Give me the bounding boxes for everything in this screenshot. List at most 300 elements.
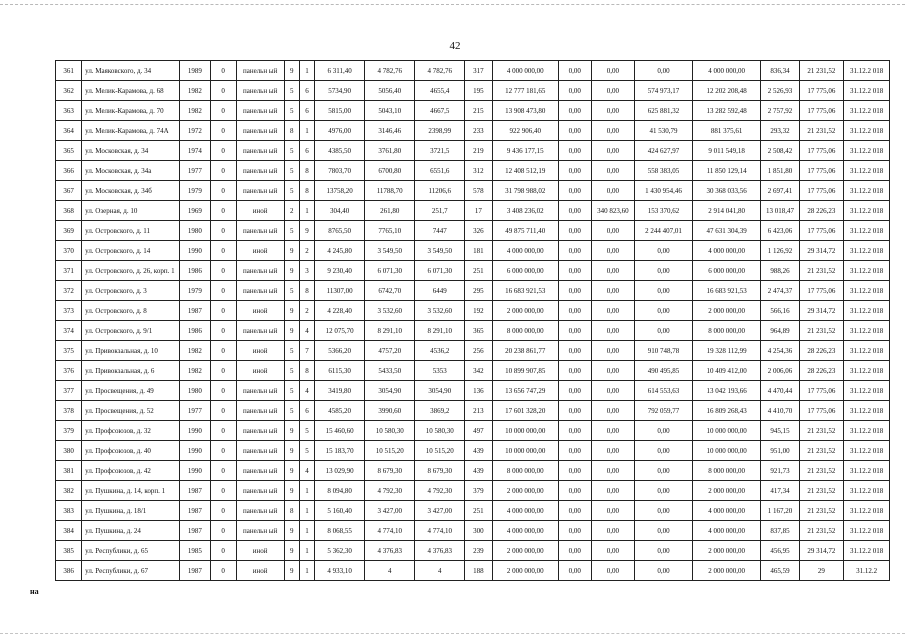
cell-residential-area: 4 [415,561,465,581]
cell-wall-material: иной [236,341,284,361]
cell-total-cost: 9 436 177,15 [492,141,558,161]
cell-regional-cost: 9 011 549,18 [692,141,761,161]
cell-completion-date: 31.12.2 018 [844,481,890,501]
cell-residential-area: 4655,4 [415,81,465,101]
cell-residential-area: 7447 [415,221,465,241]
housing-register-table [55,60,890,581]
cell-budget-cost: 340 823,60 [591,201,635,221]
cell-year-built: 1987 [180,481,210,501]
cell-wall-material: панельн ый [236,441,284,461]
cell-wall-material: иной [236,561,284,581]
cell-completion-date: 31.12.2 018 [844,341,890,361]
cell-year-built: 1982 [180,341,210,361]
cell-completion-date: 31.12.2 018 [844,461,890,481]
cell-year-built: 1979 [180,181,210,201]
cell-floors: 9 [284,561,299,581]
cell-address: ул. Московская, д. 34б [82,181,180,201]
cell-year-built: 1985 [180,541,210,561]
cell-unit-cost: 4 470,44 [761,381,799,401]
cell-row-number: 378 [56,401,82,421]
cell-row-number: 370 [56,241,82,261]
cell-unit-cost: 4 410,70 [761,401,799,421]
cell-entrances: 1 [299,501,314,521]
cell-unit-cost: 1 167,20 [761,501,799,521]
cell-year-built: 1979 [180,281,210,301]
cell-entrances: 6 [299,401,314,421]
cell-year-built: 1990 [180,461,210,481]
cell-row-number: 373 [56,301,82,321]
table-row [56,541,890,561]
cell-row-number: 367 [56,181,82,201]
cell-max-unit-cost: 17 775,06 [799,221,844,241]
cell-residential-area: 3054,90 [415,381,465,401]
cell-year-built: 1977 [180,161,210,181]
cell-max-unit-cost: 17 775,06 [799,161,844,181]
cell-fund-cost: 0,00 [558,221,591,241]
cell-total-cost: 4 000 000,00 [492,501,558,521]
cell-year-commissioned: 0 [210,81,236,101]
cell-entrances: 1 [299,61,314,81]
cell-wall-material: панельн ый [236,461,284,481]
cell-wall-material: панельн ый [236,161,284,181]
cell-owner-cost: 424 627,97 [635,141,693,161]
cell-entrances: 6 [299,141,314,161]
cell-completion-date: 31.12.2 018 [844,441,890,461]
cell-entrances: 8 [299,281,314,301]
cell-total-cost: 2 000 000,00 [492,561,558,581]
cell-unit-cost: 6 423,06 [761,221,799,241]
cell-row-number: 380 [56,441,82,461]
cell-wall-material: панельн ый [236,81,284,101]
cell-total-cost: 49 875 711,40 [492,221,558,241]
table-row [56,341,890,361]
cell-address: ул. Республики, д. 67 [82,561,180,581]
cell-premises-area: 4 [365,561,415,581]
cell-fund-cost: 0,00 [558,81,591,101]
cell-row-number: 374 [56,321,82,341]
cell-total-area: 4385,50 [315,141,365,161]
cell-max-unit-cost: 17 775,06 [799,281,844,301]
cell-fund-cost: 0,00 [558,141,591,161]
cell-wall-material: панельн ый [236,421,284,441]
cell-premises-area: 4 774,10 [365,521,415,541]
cell-completion-date: 31.12.2 018 [844,81,890,101]
cell-owner-cost: 1 430 954,46 [635,181,693,201]
table-row [56,121,890,141]
cell-residents: 578 [465,181,492,201]
cell-year-built: 1980 [180,221,210,241]
cell-total-cost: 8 000 000,00 [492,461,558,481]
cell-budget-cost: 0,00 [591,561,635,581]
cell-wall-material: панельн ый [236,281,284,301]
cell-fund-cost: 0,00 [558,481,591,501]
cell-entrances: 8 [299,181,314,201]
cell-total-area: 5 160,40 [315,501,365,521]
cell-regional-cost: 13 282 592,48 [692,101,761,121]
cell-row-number: 382 [56,481,82,501]
cell-completion-date: 31.12.2 018 [844,241,890,261]
table-row [56,401,890,421]
cell-fund-cost: 0,00 [558,521,591,541]
cell-residential-area: 8 679,30 [415,461,465,481]
cell-max-unit-cost: 21 231,52 [799,481,844,501]
cell-wall-material: панельн ый [236,221,284,241]
cell-address: ул. Островского, д. 11 [82,221,180,241]
cell-premises-area: 10 580,30 [365,421,415,441]
cell-address: ул. Пушкина, д. 14, корп. 1 [82,481,180,501]
cell-regional-cost: 4 000 000,00 [692,501,761,521]
cell-wall-material: панельн ый [236,61,284,81]
cell-max-unit-cost: 28 226,23 [799,361,844,381]
cell-residents: 295 [465,281,492,301]
cell-residential-area: 5353 [415,361,465,381]
cell-budget-cost: 0,00 [591,401,635,421]
cell-address: ул. Профсоюзов, д. 40 [82,441,180,461]
cell-total-cost: 6 000 000,00 [492,261,558,281]
cell-wall-material: иной [236,241,284,261]
cell-row-number: 386 [56,561,82,581]
cell-wall-material: панельн ый [236,121,284,141]
cell-residents: 439 [465,461,492,481]
cell-year-commissioned: 0 [210,361,236,381]
cell-regional-cost: 30 368 033,56 [692,181,761,201]
cell-completion-date: 31.12.2 018 [844,181,890,201]
cell-total-cost: 20 238 861,77 [492,341,558,361]
cell-premises-area: 3761,80 [365,141,415,161]
table-row [56,561,890,581]
footer-note: на [30,587,39,596]
cell-unit-cost: 964,89 [761,321,799,341]
cell-entrances: 8 [299,361,314,381]
cell-year-built: 1990 [180,441,210,461]
cell-unit-cost: 837,85 [761,521,799,541]
cell-max-unit-cost: 21 231,52 [799,61,844,81]
cell-residents: 239 [465,541,492,561]
cell-residents: 342 [465,361,492,381]
cell-total-cost: 12 777 181,65 [492,81,558,101]
cell-total-area: 7803,70 [315,161,365,181]
cell-completion-date: 31.12.2 018 [844,161,890,181]
cell-residents: 195 [465,81,492,101]
cell-completion-date: 31.12.2 018 [844,361,890,381]
cell-wall-material: иной [236,201,284,221]
cell-row-number: 385 [56,541,82,561]
cell-wall-material: панельн ый [236,381,284,401]
cell-residential-area: 251,7 [415,201,465,221]
cell-max-unit-cost: 21 231,52 [799,421,844,441]
cell-budget-cost: 0,00 [591,121,635,141]
cell-residential-area: 3869,2 [415,401,465,421]
cell-floors: 9 [284,441,299,461]
cell-premises-area: 261,80 [365,201,415,221]
cell-unit-cost: 465,59 [761,561,799,581]
cell-row-number: 381 [56,461,82,481]
cell-year-commissioned: 0 [210,241,236,261]
cell-budget-cost: 0,00 [591,141,635,161]
cell-owner-cost: 0,00 [635,481,693,501]
cell-wall-material: панельн ый [236,501,284,521]
cell-premises-area: 6700,80 [365,161,415,181]
cell-residential-area: 4 782,76 [415,61,465,81]
cell-unit-cost: 293,32 [761,121,799,141]
cell-total-cost: 10 000 000,00 [492,441,558,461]
cell-residents: 188 [465,561,492,581]
cell-total-area: 8 094,80 [315,481,365,501]
cell-premises-area: 5043,10 [365,101,415,121]
table-row [56,361,890,381]
cell-total-area: 15 460,60 [315,421,365,441]
cell-owner-cost: 625 881,32 [635,101,693,121]
cell-premises-area: 3146,46 [365,121,415,141]
cell-fund-cost: 0,00 [558,101,591,121]
cell-premises-area: 8 679,30 [365,461,415,481]
cell-total-area: 13 029,90 [315,461,365,481]
cell-total-cost: 4 000 000,00 [492,61,558,81]
cell-residents: 181 [465,241,492,261]
cell-total-area: 6 311,40 [315,61,365,81]
cell-max-unit-cost: 29 314,72 [799,241,844,261]
table-row [56,321,890,341]
cell-year-built: 1987 [180,301,210,321]
cell-budget-cost: 0,00 [591,101,635,121]
cell-floors: 8 [284,121,299,141]
cell-address: ул. Мелик-Карамова, д. 70 [82,101,180,121]
cell-address: ул. Маяковского, д. 34 [82,61,180,81]
cell-entrances: 8 [299,161,314,181]
cell-year-built: 1989 [180,61,210,81]
cell-floors: 5 [284,401,299,421]
cell-fund-cost: 0,00 [558,561,591,581]
cell-year-built: 1977 [180,401,210,421]
cell-year-commissioned: 0 [210,201,236,221]
cell-budget-cost: 0,00 [591,241,635,261]
cell-year-commissioned: 0 [210,281,236,301]
cell-owner-cost: 792 059,77 [635,401,693,421]
cell-address: ул. Московская, д. 34 [82,141,180,161]
cell-year-built: 1972 [180,121,210,141]
cell-fund-cost: 0,00 [558,381,591,401]
cell-premises-area: 4 376,83 [365,541,415,561]
cell-budget-cost: 0,00 [591,361,635,381]
cell-floors: 5 [284,101,299,121]
cell-premises-area: 3 549,50 [365,241,415,261]
cell-owner-cost: 0,00 [635,261,693,281]
cell-row-number: 361 [56,61,82,81]
cell-regional-cost: 10 409 412,00 [692,361,761,381]
cell-fund-cost: 0,00 [558,261,591,281]
cell-budget-cost: 0,00 [591,381,635,401]
cell-max-unit-cost: 21 231,52 [799,521,844,541]
cell-completion-date: 31.12.2 018 [844,221,890,241]
scan-edge-top [0,4,905,5]
cell-residents: 365 [465,321,492,341]
cell-fund-cost: 0,00 [558,421,591,441]
cell-regional-cost: 4 000 000,00 [692,61,761,81]
cell-residents: 317 [465,61,492,81]
cell-owner-cost: 41 530,79 [635,121,693,141]
cell-fund-cost: 0,00 [558,341,591,361]
cell-residential-area: 3 427,00 [415,501,465,521]
cell-owner-cost: 0,00 [635,321,693,341]
cell-entrances: 5 [299,421,314,441]
cell-year-commissioned: 0 [210,541,236,561]
cell-address: ул. Островского, д. 14 [82,241,180,261]
cell-address: ул. Островского, д. 26, корп. 1 [82,261,180,281]
cell-owner-cost: 0,00 [635,561,693,581]
cell-completion-date: 31.12.2 018 [844,541,890,561]
cell-owner-cost: 0,00 [635,461,693,481]
cell-owner-cost: 0,00 [635,281,693,301]
cell-regional-cost: 12 202 208,48 [692,81,761,101]
cell-total-area: 4 228,40 [315,301,365,321]
table-row [56,261,890,281]
cell-budget-cost: 0,00 [591,441,635,461]
cell-wall-material: панельн ый [236,481,284,501]
cell-regional-cost: 2 000 000,00 [692,561,761,581]
cell-regional-cost: 6 000 000,00 [692,261,761,281]
cell-row-number: 365 [56,141,82,161]
cell-completion-date: 31.12.2 018 [844,521,890,541]
cell-completion-date: 31.12.2 018 [844,401,890,421]
table-row [56,281,890,301]
cell-premises-area: 6 071,30 [365,261,415,281]
cell-address: ул. Привокзальная, д. 6 [82,361,180,381]
cell-regional-cost: 8 000 000,00 [692,461,761,481]
cell-row-number: 371 [56,261,82,281]
cell-row-number: 376 [56,361,82,381]
cell-floors: 9 [284,541,299,561]
cell-residential-area: 3721,5 [415,141,465,161]
cell-total-area: 5815,00 [315,101,365,121]
cell-entrances: 1 [299,201,314,221]
cell-address: ул. Привокзальная, д. 10 [82,341,180,361]
cell-floors: 5 [284,281,299,301]
cell-wall-material: панельн ый [236,141,284,161]
cell-address: ул. Мелик-Карамова, д. 68 [82,81,180,101]
table-row [56,481,890,501]
cell-entrances: 6 [299,101,314,121]
cell-budget-cost: 0,00 [591,301,635,321]
cell-floors: 5 [284,381,299,401]
cell-residential-area: 11206,6 [415,181,465,201]
cell-entrances: 1 [299,541,314,561]
cell-residential-area: 4 774,10 [415,521,465,541]
cell-address: ул. Мелик-Карамова, д. 74А [82,121,180,141]
cell-year-commissioned: 0 [210,381,236,401]
cell-entrances: 2 [299,241,314,261]
cell-residents: 326 [465,221,492,241]
cell-total-cost: 4 000 000,00 [492,241,558,261]
table-row [56,521,890,541]
cell-premises-area: 5056,40 [365,81,415,101]
cell-regional-cost: 4 000 000,00 [692,241,761,261]
cell-max-unit-cost: 29 [799,561,844,581]
cell-residential-area: 4 376,83 [415,541,465,561]
cell-year-built: 1982 [180,81,210,101]
table-row [56,61,890,81]
cell-fund-cost: 0,00 [558,361,591,381]
table-row [56,161,890,181]
cell-budget-cost: 0,00 [591,281,635,301]
cell-year-commissioned: 0 [210,461,236,481]
cell-unit-cost: 4 254,36 [761,341,799,361]
cell-year-built: 1987 [180,521,210,541]
cell-total-area: 4 933,10 [315,561,365,581]
cell-owner-cost: 0,00 [635,521,693,541]
cell-floors: 9 [284,301,299,321]
table-row [56,441,890,461]
cell-total-area: 11307,00 [315,281,365,301]
cell-regional-cost: 4 000 000,00 [692,521,761,541]
cell-year-commissioned: 0 [210,501,236,521]
cell-regional-cost: 16 683 921,53 [692,281,761,301]
cell-row-number: 372 [56,281,82,301]
cell-regional-cost: 881 375,61 [692,121,761,141]
cell-unit-cost: 1 851,80 [761,161,799,181]
cell-year-commissioned: 0 [210,261,236,281]
cell-total-cost: 8 000 000,00 [492,321,558,341]
cell-budget-cost: 0,00 [591,541,635,561]
cell-entrances: 4 [299,461,314,481]
cell-fund-cost: 0,00 [558,61,591,81]
cell-max-unit-cost: 29 314,72 [799,301,844,321]
cell-floors: 5 [284,361,299,381]
cell-max-unit-cost: 28 226,23 [799,341,844,361]
cell-address: ул. Просвещения, д. 49 [82,381,180,401]
cell-max-unit-cost: 17 775,06 [799,401,844,421]
cell-residential-area: 10 580,30 [415,421,465,441]
cell-year-built: 1980 [180,381,210,401]
cell-owner-cost: 0,00 [635,301,693,321]
table-row [56,81,890,101]
cell-row-number: 363 [56,101,82,121]
cell-residential-area: 6449 [415,281,465,301]
cell-residents: 497 [465,421,492,441]
cell-entrances: 1 [299,121,314,141]
cell-residential-area: 4536,2 [415,341,465,361]
cell-fund-cost: 0,00 [558,201,591,221]
cell-year-built: 1982 [180,361,210,381]
cell-entrances: 3 [299,261,314,281]
cell-unit-cost: 2 508,42 [761,141,799,161]
cell-residential-area: 8 291,10 [415,321,465,341]
cell-floors: 5 [284,81,299,101]
cell-residents: 136 [465,381,492,401]
cell-max-unit-cost: 29 314,72 [799,541,844,561]
cell-max-unit-cost: 17 775,06 [799,181,844,201]
cell-premises-area: 11788,70 [365,181,415,201]
cell-entrances: 1 [299,561,314,581]
cell-year-commissioned: 0 [210,401,236,421]
cell-year-commissioned: 0 [210,521,236,541]
cell-owner-cost: 0,00 [635,421,693,441]
cell-unit-cost: 836,34 [761,61,799,81]
cell-total-cost: 10 899 907,85 [492,361,558,381]
cell-regional-cost: 13 042 193,66 [692,381,761,401]
cell-floors: 5 [284,341,299,361]
cell-budget-cost: 0,00 [591,261,635,281]
cell-total-area: 4976,00 [315,121,365,141]
cell-floors: 9 [284,321,299,341]
page-number: 42 [449,40,461,52]
cell-budget-cost: 0,00 [591,461,635,481]
cell-year-commissioned: 0 [210,101,236,121]
cell-row-number: 368 [56,201,82,221]
cell-completion-date: 31.12.2 018 [844,121,890,141]
cell-entrances: 4 [299,381,314,401]
cell-total-cost: 16 683 921,53 [492,281,558,301]
cell-year-built: 1986 [180,261,210,281]
